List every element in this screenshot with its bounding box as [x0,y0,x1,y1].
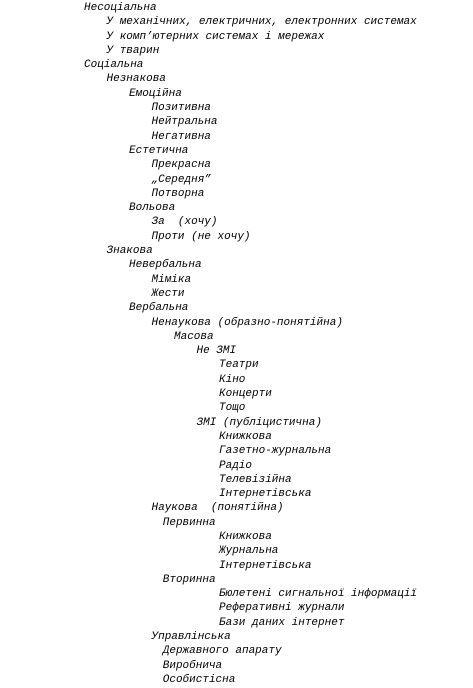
outline-item: Не ЗМІ [196,345,237,358]
outline-item: Первинна [162,516,216,529]
outline-item: Позитивна [151,102,211,115]
outline-item: Міміка [151,273,192,286]
outline-item: Інтернетівська [219,559,312,572]
outline-item: Журнальна [219,545,279,558]
outline-item: Вольова [129,202,176,215]
outline-item: Концерти [219,388,272,401]
outline-item: Тощо [219,402,246,415]
outline-item: Прекрасна [151,159,211,172]
outline-item: Управлінська [151,631,231,644]
outline-item: Нейтральна [151,116,218,129]
outline-item: У тварин [106,44,160,57]
outline-item: Радіо [219,459,253,472]
outline-item: Театри [219,359,259,372]
outline-item: Ненаукова (образно-понятійна) [151,316,343,329]
outline-item: Емоційна [129,87,182,100]
outline-item: За (хочу) [151,216,218,229]
outline-item: Наукова (понятійна) [151,502,284,515]
outline-item: Інтернетівська [219,488,312,501]
outline-item: Газетно-журнальна [219,445,332,458]
outline-item: ЗМІ (публіцистична) [196,416,322,429]
outline-item: Потворна [151,187,205,200]
outline-item: У комп’ютерних системах і мережах [106,30,325,43]
outline-item: Жести [151,287,185,300]
outline-item: Телевізійна [219,473,292,486]
outline-item: Естетична [129,144,189,157]
outline-item: Реферативні журнали [219,602,345,615]
outline-item: „Середня” [151,173,211,186]
outline-item: Бюлетені сигнальної інформації [219,588,418,601]
outline-item: Знакова [106,245,153,258]
outline-item: Невербальна [129,259,202,272]
classification-outline [0,1,417,687]
outline-item: Книжкова [219,530,272,543]
outline-item: Проти (не хочу) [151,230,251,243]
outline-item: У механічних, електричних, електронних системах [106,16,417,29]
outline-item: Незнакова [106,73,166,86]
outline-item: Негативна [151,130,211,143]
outline-item: Несоціальна [84,2,157,14]
outline-item: Вторинна [162,573,216,586]
outline-item: Масова [174,330,214,343]
outline-item: Виробнича [162,659,223,672]
outline-item: Бази даних інтернет [219,616,345,629]
outline-item: Книжкова [219,430,272,443]
outline-item: Кіно [219,373,246,386]
outline-item: Соціальна [84,59,144,72]
outline-item: Державного апарату [162,645,282,658]
outline-item: Вербальна [129,302,189,315]
outline-item: Особистісна [162,673,236,686]
